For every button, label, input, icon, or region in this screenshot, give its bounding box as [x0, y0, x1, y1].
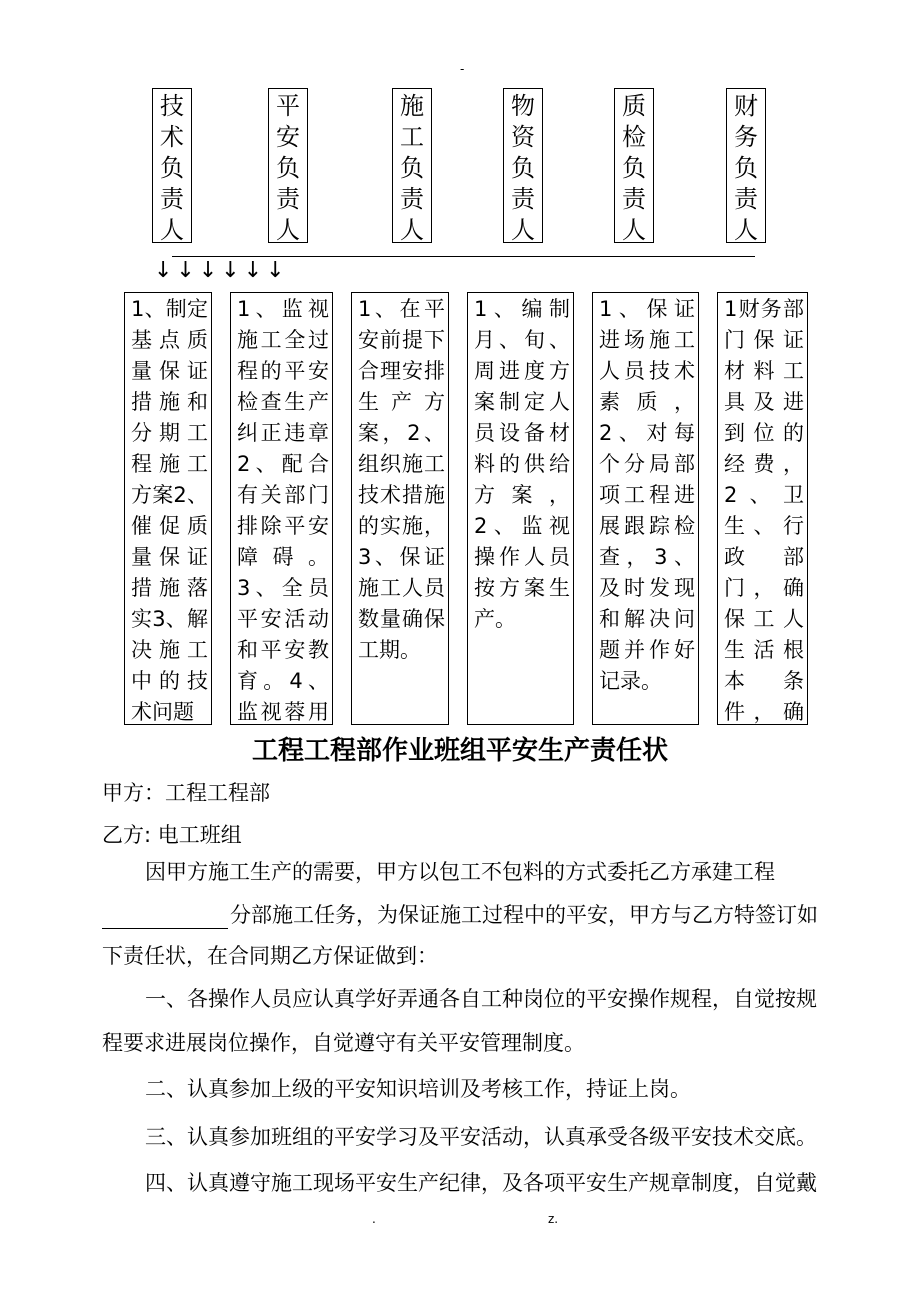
role-char: 负: [622, 154, 646, 182]
intro-line-3: 下责任状，在合同期乙方保证做到：: [102, 944, 438, 968]
role-char: 负: [400, 154, 424, 182]
party-b: 乙方: 电工班组: [102, 823, 242, 847]
duty-box-finance: [717, 292, 808, 725]
role-box-materials: [503, 88, 543, 243]
role-box-finance: [726, 88, 766, 243]
role-char: 责: [622, 185, 646, 213]
role-char: 负: [511, 154, 535, 182]
duty-box-safety: [230, 292, 333, 725]
document-title: 工程工程部作业班组平安生产责任状: [251, 736, 668, 766]
role-char: 安: [276, 123, 300, 151]
party-a: 甲方：工程工程部: [102, 781, 270, 805]
role-box-safety: [268, 88, 308, 243]
item-1a: 一、各操作人员应认真学好弄通各自工种岗位的平安操作规程，自觉按规: [145, 987, 817, 1011]
duty-text: 1、在平安前提下合理安排生产方案，2、组织施工技术措施的实施，3、保证施工人员数量确保工期。: [358, 297, 445, 662]
role-char: 人: [160, 216, 184, 244]
role-char: 责: [511, 185, 535, 213]
role-char: 责: [160, 185, 184, 213]
duty-box-quality: [592, 292, 699, 725]
role-char: 施: [400, 92, 424, 120]
role-char: 人: [622, 216, 646, 244]
role-char: 检: [622, 123, 646, 151]
role-char: 人: [511, 216, 535, 244]
role-char: 责: [276, 185, 300, 213]
intro-line-2: [102, 899, 818, 929]
role-char: 责: [734, 185, 758, 213]
role-char: 质: [622, 92, 646, 120]
role-char: 平: [276, 92, 300, 120]
role-char: 负: [276, 154, 300, 182]
duty-box-tech: [124, 292, 212, 725]
role-char: 人: [734, 216, 758, 244]
role-char: 人: [400, 216, 424, 244]
role-char: 财: [734, 92, 758, 120]
role-box-tech: [152, 88, 192, 243]
duty-text: 1、监视施工全过程的平安检查生产纠正违章2、配合有关部门排除平安障碍。3、全员平安活动和平安教育。4、监视蓉用: [237, 297, 329, 724]
header-mark: -: [460, 62, 465, 76]
role-char: 工: [400, 123, 424, 151]
role-char: 负: [160, 154, 184, 182]
footer-left: .: [372, 1212, 376, 1226]
role-char: 责: [400, 185, 424, 213]
role-box-construction: [392, 88, 432, 243]
down-arrows: ↓↓↓↓↓↓: [154, 258, 289, 283]
role-char: 技: [160, 92, 184, 120]
role-box-quality: [614, 88, 654, 243]
item-3: 三、认真参加班组的平安学习及平安活动，认真承受各级平安技术交底。: [145, 1125, 817, 1149]
duty-text: 1、保证进场施工人员技术素质，2、对每个分局部项工程进展跟踪检查，3、及时发现和解决问题并作好记录。: [599, 297, 695, 693]
intro-line-1: 因甲方施工生产的需要，甲方以包工不包料的方式委托乙方承建工程: [145, 860, 775, 884]
footer-right: z.: [548, 1212, 559, 1226]
intro-line-2-text: 分部施工任务，为保证施工过程中的平安，甲方与乙方特签订如: [230, 903, 818, 927]
role-char: 术: [160, 123, 184, 151]
role-char: 务: [734, 123, 758, 151]
role-char: 资: [511, 123, 535, 151]
duty-text: 1、编制月、旬、周进度方案制定人员设备材料的供给方案，2、监视操作人员按方案生产。: [474, 297, 570, 631]
duty-box-construction: [351, 292, 449, 725]
connector-line: [172, 256, 755, 257]
item-4: 四、认真遵守施工现场平安生产纪律，及各项平安生产规章制度，自觉戴: [145, 1171, 817, 1195]
blank-underline: [102, 906, 228, 929]
role-char: 物: [511, 92, 535, 120]
role-char: 负: [734, 154, 758, 182]
duty-text: 1财务部门保证材料工具及进到位的经费，2、卫生、行政部门，确保工人生活根本条件，确: [724, 297, 804, 724]
duty-box-materials: [467, 292, 574, 725]
item-1b: 程要求进展岗位操作，自觉遵守有关平安管理制度。: [102, 1031, 585, 1055]
role-char: 人: [276, 216, 300, 244]
duty-text: 1、制定基点质量保证措施和分期工程施工方案2、催促质量保证措施落实3、解决施工中的技术问题: [131, 297, 208, 724]
item-2: 二、认真参加上级的平安知识培训及考核工作，持证上岗。: [145, 1077, 691, 1101]
